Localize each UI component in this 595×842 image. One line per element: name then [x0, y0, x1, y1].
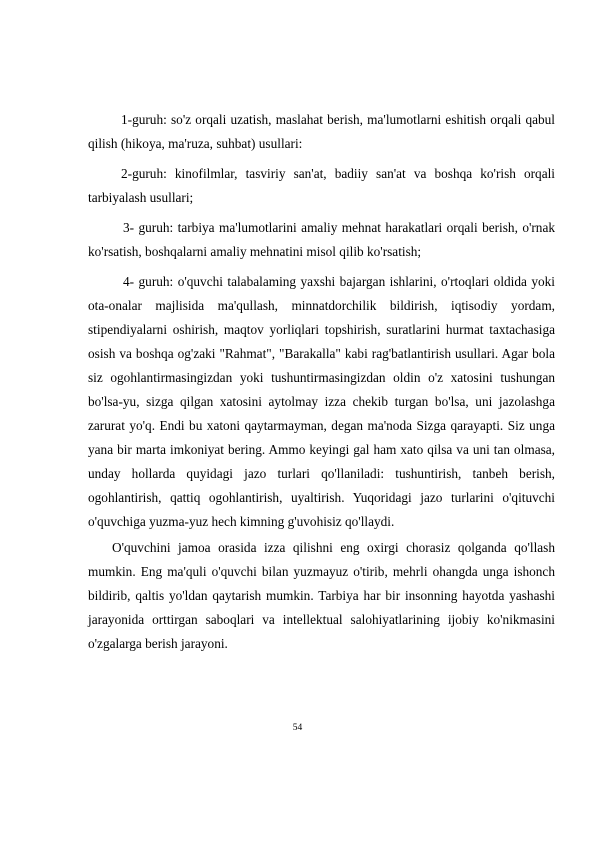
paragraph-group-1: 1-guruh: so'z orqali uzatish, maslahat berish, ma'lumotlarni eshitish orqali qabul qilish (hikoya, ma'ruza, suhbat) usullari:	[88, 112, 555, 151]
body-text	[88, 108, 555, 656]
paragraph-group-4: 4- guruh: o'quvchi talabalaming yaxshi bajargan ishlarini, o'rtoqlari oldida yoki ota-onalar majlisida ma'qullash, minnatdorchilik bildirish, iqtisodiy yordam, stipendiyalarni oshirish, maqtov yorliqlari topshirish, suratlarini hurmat taxtachasiga osish va boshqa og'zaki "Rahmat", "Barakalla" kabi rag'batlantirish usullari. Agar bola siz ogohlantirmasingizdan yoki tushuntirmasingizdan oldin o'z xatosini tushungan bo'lsa-yu, sizga qilgan xatosini aytolmay izza chekib turgan bo'lsa, uni jazolashga zarurat yo'q. Endi bu xatoni qaytarmayman, degan ma'noda Sizga qarayapti. Siz unga yana bir marta imkoniyat bering. Ammo keyingi gal ham xato qilsa va uni tan olmasa, unday hollarda quyidagi jazo turlari qo'llaniladi: tushuntirish, tanbeh berish, ogohlantirish, qattiq ogohlantirish, uyaltirish. Yuqoridagi jazo turlarini o'qituvchi o'quvchiga yuzma-yuz hech kimning g'uvohisiz qo'llaydi.	[88, 274, 555, 529]
page-number: 54	[292, 723, 303, 733]
paragraph-group-3: 3- guruh: tarbiya ma'lumotlarini amaliy mehnat harakatlari orqali berish, o'rnak ko'rsatish, boshqalarni amaliy mehnatini misol qilib ko'rsatish;	[88, 220, 555, 259]
paragraph-group-2: 2-guruh: kinofilmlar, tasviriy san'at, badiiy san'at va boshqa ko'rish orqali tarbiyalash usullari;	[88, 166, 555, 205]
paragraph-conclusion: O'quvchini jamoa orasida izza qilishni eng oxirgi chorasiz qolganda qo'llash mumkin. Eng ma'quli o'quvchi bilan yuzmayuz o'tirib, mehrli ohangda unga ishonch bildirib, qaltis yo'ldan qaytarish mumkin. Tarbiya har bir insonning hayotda yashashi jarayonida orttirgan saboqlari va intellektual salohiyatlarining ijobiy ko'nikmasini o'zgalarga berish jarayoni.	[88, 540, 555, 651]
